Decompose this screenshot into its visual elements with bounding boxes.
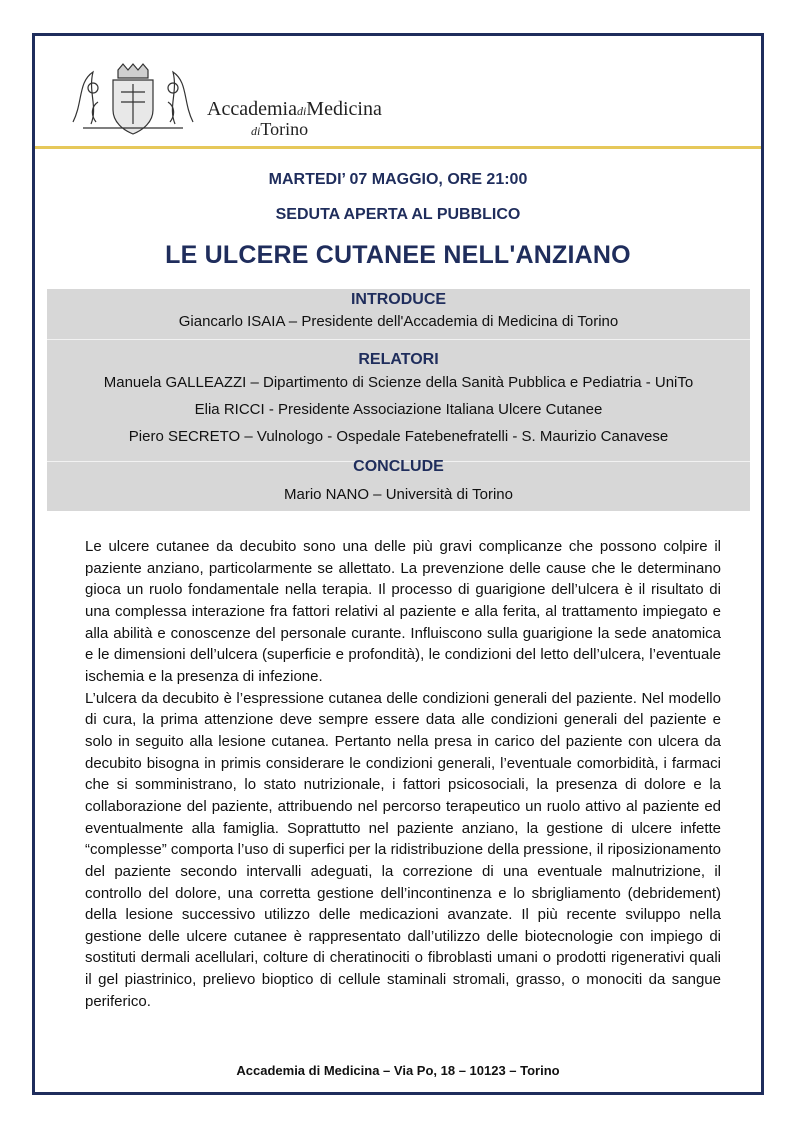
academy-logo — [63, 66, 382, 139]
introduce-line: Giancarlo ISAIA – Presidente dell'Accademia di Medicina di Torino — [178, 313, 619, 330]
event-date: MARTEDI’ 07 MAGGIO, ORE 21:00 — [268, 171, 528, 188]
footer-address: Accademia di Medicina – Via Po, 18 – 10123 – Torino — [236, 1063, 560, 1078]
relatore-item: Piero SECRETO – Vulnologo - Ospedale Fatebenefratelli - S. Maurizio Canavese — [128, 428, 669, 445]
relatori-heading: RELATORI — [358, 351, 439, 368]
body-paragraph: L’ulcera da decubito è l’espressione cutanea delle condizioni generali del paziente. Nel modello di cura, la prima attenzione deve sempre essere data alle condizioni generali del paziente e solo in seguito alla lesione cutanea. Pertanto nella presa in carico del paziente con ulcera da decubito bisogna in primis considerare le condizioni generali, l’eventuale comorbidità, i farmaci che si somministrano, lo stato nutrizionale, i fattori psicosociali, la presenza di dolore e la collaborazione del paziente, attribuendo nel percorso terapeutico un ruolo attivo al paziente ed eventualmente alla famiglia. Soprattutto nel paziente anziano, la gestione di ulcere infette “complesse” comporta l’uso di superfici per la ridistribuzione della pressione, il riposizionamento del paziente secondo intervalli adeguati, la correzione di una eventuale malnutrizione, il controllo del dolore, una corretta gestione dell’incontinenza e lo sbrigliamento (debridement) della lesione successivo utilizzo delle medicazioni avanzate. Il più recente sviluppo nella gestione delle ulcere cutanee è rappresentato dall’utilizzo delle biotecnologie con impiego di sostituti dermali acellulari, colture di cheratinociti o fibroblasti umani o prodotti rigenerativi quali il gel piastrinico, prelievo bioptico di cellule staminali stromali, grasso, o monociti da sangue periferico. — [85, 689, 721, 1010]
conclude-heading: CONCLUDE — [353, 458, 444, 475]
coat-of-arms-icon — [63, 62, 203, 138]
page-frame — [32, 33, 764, 1095]
event-session-type: SEDUTA APERTA AL PUBBLICO — [275, 206, 521, 223]
introduce-heading: INTRODUCE — [350, 291, 447, 308]
body-text — [85, 536, 721, 1012]
body-paragraph: Le ulcere cutanee da decubito sono una delle più gravi complicanze che possono colpire il paziente anziano, particolarmente se allettato. La prevenzione delle cause che le determinano gioca un ruolo fondamentale nella terapia. Il processo di guarigione dell’ulcera è il risultato di una complessa interazione fra fattori relativi al paziente e alla ferita, al trattamento impiegato e alla abilità e conoscenze del personale curante. Influiscono sulla guarigione la sede anatomica e le dimensioni dell’ulcera (superficie e profondità), le condizioni del letto dell’ulcera, l’eventuale ischemia e la presenza di infezione. — [85, 538, 721, 685]
conclude-line: Mario NANO – Università di Torino — [284, 486, 513, 503]
program-panel — [47, 289, 750, 511]
header-divider — [35, 146, 761, 149]
logo-name-line1: AccademiadiMedicina — [207, 98, 382, 120]
event-title: LE ULCERE CUTANEE NELL'ANZIANO — [165, 241, 631, 269]
panel-divider — [47, 339, 750, 340]
logo-name-line2: diTorino — [251, 119, 309, 139]
relatore-item: Elia RICCI - Presidente Associazione Italiana Ulcere Cutanee — [194, 401, 603, 418]
relatore-item: Manuela GALLEAZZI – Dipartimento di Scienze della Sanità Pubblica e Pediatria - UniTo — [103, 374, 694, 391]
